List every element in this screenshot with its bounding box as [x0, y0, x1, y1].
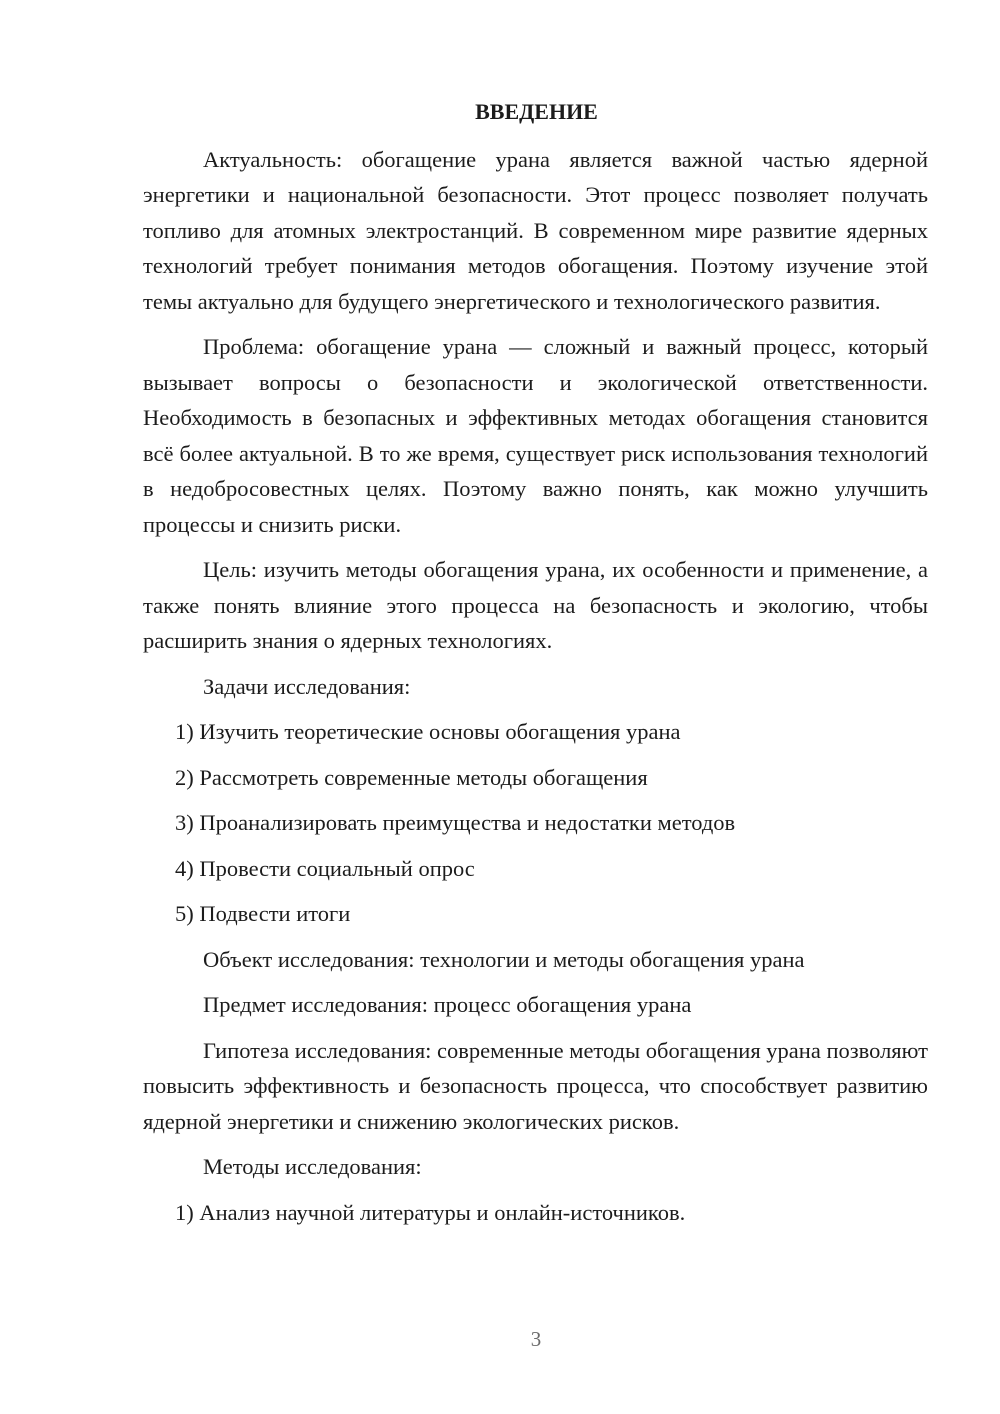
task-item: 1) Изучить теоретические основы обогащения урана	[175, 719, 681, 744]
methods-list	[143, 1195, 928, 1231]
tasks-list	[143, 714, 928, 932]
relevance-paragraph: Актуальность: обогащение урана является важной частью ядерной энергетики и национальной безопасности. Этот процесс позволяет получать топливо для атомных электростанций. В современном мире развитие ядерных технологий требует понимания методов обогащения. Поэтому изучение этой темы актуально для будущего энергетического и технологического развития.	[143, 146, 928, 314]
research-object: Объект исследования: технологии и методы обогащения урана	[203, 946, 805, 972]
goal-paragraph: Цель: изучить методы обогащения урана, их особенности и применение, а также понять влияние этого процесса на безопасность и экологию, чтобы расширить знания о ядерных технологиях.	[143, 557, 928, 653]
task-item: 5) Подвести итоги	[175, 901, 351, 926]
task-item: 2) Рассмотреть современные методы обогащения	[175, 764, 648, 790]
task-item: 3) Проанализировать преимущества и недостатки методов	[175, 810, 736, 835]
research-subject: Предмет исследования: процесс обогащения урана	[203, 992, 692, 1017]
problem-paragraph: Проблема: обогащение урана — сложный и важный процесс, который вызывает вопросы о безопасности и экологической ответственности. Необходимость в безопасных и эффективных методах обогащения становится всё более актуальной. В то же время, существует риск использования технологий в недобросовестных целях. Поэтому важно понять, как можно улучшить процессы и снизить риски.	[143, 334, 928, 537]
methods-title: Методы исследования:	[203, 1154, 422, 1179]
section-heading: ВВЕДЕНИЕ	[475, 99, 598, 124]
tasks-title: Задачи исследования:	[203, 673, 411, 699]
task-item: 4) Провести социальный опрос	[175, 855, 475, 881]
page-content	[143, 94, 928, 1240]
page-number: 3	[530, 1327, 542, 1351]
hypothesis-paragraph: Гипотеза исследования: современные методы обогащения урана позволяют повысить эффективность и безопасность процесса, что способствует развитию ядерной энергетики и снижению экологических рисков.	[143, 1037, 928, 1134]
method-item: 1) Анализ научной литературы и онлайн-источников.	[175, 1199, 686, 1225]
